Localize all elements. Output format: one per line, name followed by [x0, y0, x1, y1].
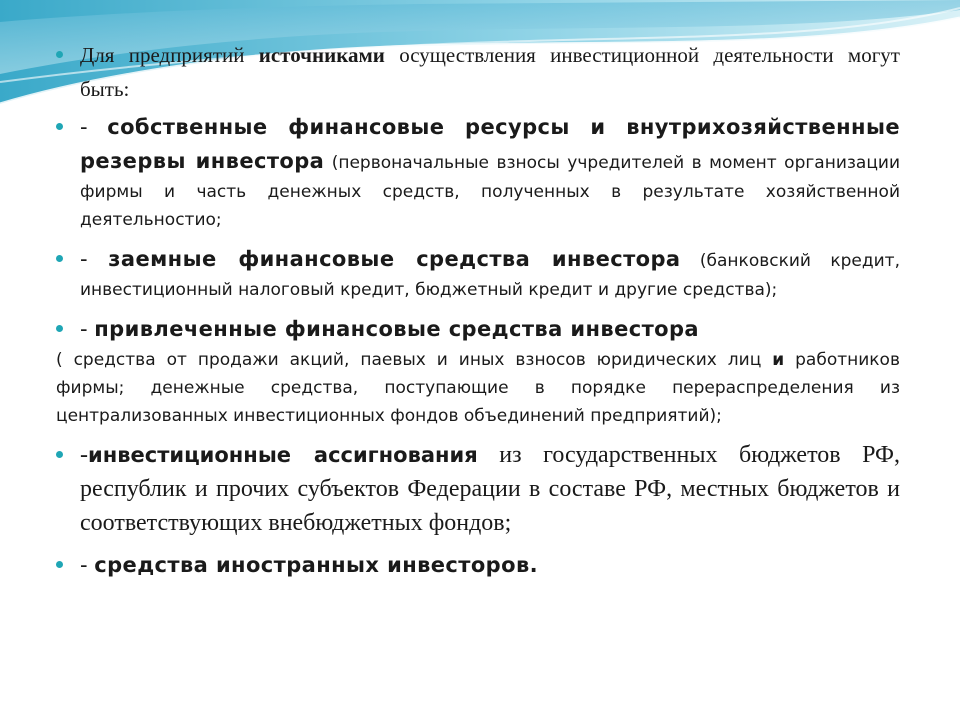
item-dash: - — [80, 115, 108, 139]
item-bold-text: средства иностранных инвесторов. — [94, 553, 539, 577]
item-detail-bold: и — [772, 350, 785, 370]
item-dash: - — [80, 317, 95, 341]
intro-text-bold: источниками — [258, 43, 385, 67]
bullet-dot — [56, 255, 63, 262]
item-dash: - — [80, 442, 88, 468]
bullet-dot — [56, 451, 63, 458]
item-dash: - — [80, 553, 95, 577]
item-bold-text: привлеченные финансовые средства инвестора — [94, 317, 699, 341]
bullet-dot — [56, 561, 63, 568]
item-bold-text: собственные финансовые ресурсы и внутрихозяйственные резервы инвестора — [80, 115, 900, 173]
intro-text-prefix: Для предприятий — [80, 43, 259, 67]
item-detail-text: (банковский кредит, инвестиционный налоговый кредит, бюджетный кредит и другие средства); — [80, 251, 900, 300]
item-detail-text-cont: работников фирмы; денежные средства, поступающие в порядке перераспределения из централизованных инвестиционных фондов объединений предприятий); — [56, 350, 900, 426]
bullet-list — [56, 38, 900, 582]
item-detail-text: из государственных бюджетов РФ, республик и прочих субъектов Федерации в составе РФ, местных бюджетов и соответствующих внебюджетных фондов; — [80, 442, 901, 536]
list-item — [56, 438, 900, 540]
intro-paragraph — [56, 38, 900, 106]
intro-text-suffix: осуществления инвестиционной деятельности могут быть: — [80, 43, 900, 101]
bullet-dot — [56, 123, 63, 130]
item-dash: - — [80, 247, 109, 271]
item-detail-text: ( средства от продажи акций, паевых и иных взносов юридических лиц — [56, 350, 773, 370]
bullet-dot — [56, 325, 63, 332]
list-item — [56, 548, 900, 582]
item-detail-text: (первоначальные взносы учредителей в момент организации фирмы и часть денежных средств, полученных в результате хозяйственной деятельностио; — [80, 153, 901, 230]
item-bold-text: инвестиционные ассигнования — [88, 443, 478, 467]
bullet-dot — [56, 51, 63, 58]
list-item — [56, 312, 900, 430]
list-item — [56, 242, 900, 304]
list-item — [56, 110, 900, 234]
item-bold-text: заемные финансовые средства инвестора — [108, 247, 681, 271]
